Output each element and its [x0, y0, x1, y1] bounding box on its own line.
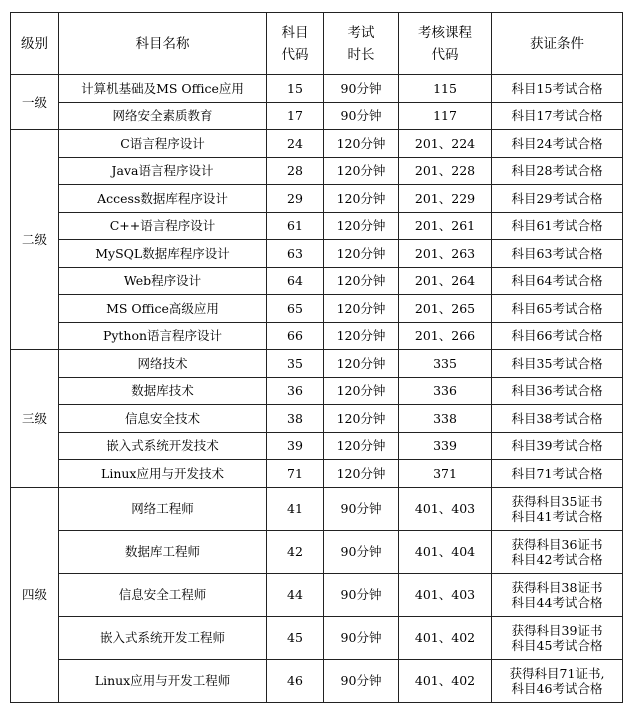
condition-line: 科目35考试合格 — [511, 355, 603, 371]
level-cell: 二级 — [11, 130, 59, 350]
certificate-condition-cell — [492, 130, 623, 158]
subject-code-cell: 38 — [267, 405, 324, 433]
certificate-condition-cell — [492, 102, 623, 130]
table-row — [11, 295, 623, 323]
exam-duration-cell: 90分钟 — [324, 616, 399, 659]
subject-code-cell: 66 — [267, 322, 324, 350]
course-code-cell: 401、404 — [399, 530, 492, 573]
certificate-condition-cell — [492, 432, 623, 460]
certificate-condition-cell — [492, 460, 623, 488]
subject-name-cell: 数据库工程师 — [59, 530, 267, 573]
subject-code-cell: 71 — [267, 460, 324, 488]
subject-name-cell: Web程序设计 — [59, 267, 267, 295]
subject-code-cell: 65 — [267, 295, 324, 323]
course-code-cell: 117 — [399, 102, 492, 130]
condition-line: 科目66考试合格 — [511, 328, 603, 344]
condition-line: 获得科目71证书, — [509, 665, 605, 681]
table-row — [11, 487, 623, 530]
exam-duration-cell: 90分钟 — [324, 102, 399, 130]
certificate-condition-cell — [492, 240, 623, 268]
exam-duration-cell: 120分钟 — [324, 267, 399, 295]
subject-name-cell: 嵌入式系统开发技术 — [59, 432, 267, 460]
table-row — [11, 212, 623, 240]
course-code-cell: 115 — [399, 75, 492, 103]
condition-line: 科目36考试合格 — [511, 383, 603, 399]
table-body — [11, 75, 623, 703]
header-course-code — [399, 13, 492, 75]
condition-line: 科目28考试合格 — [511, 163, 603, 179]
certificate-condition-cell — [492, 350, 623, 378]
subject-name-cell: 网络技术 — [59, 350, 267, 378]
condition-line: 科目39考试合格 — [511, 438, 603, 454]
exam-duration-cell: 120分钟 — [324, 212, 399, 240]
exam-duration-cell: 90分钟 — [324, 530, 399, 573]
header-subject-code-line: 代码 — [281, 46, 309, 63]
certificate-condition-cell — [492, 405, 623, 433]
condition-line: 获得科目39证书 — [511, 622, 603, 638]
exam-duration-cell: 120分钟 — [324, 460, 399, 488]
subject-name-cell: 计算机基础及MS Office应用 — [59, 75, 267, 103]
condition-line: 科目63考试合格 — [511, 245, 603, 261]
subject-code-cell: 64 — [267, 267, 324, 295]
condition-line: 科目46考试合格 — [511, 680, 603, 696]
certificate-condition-cell — [492, 659, 623, 702]
condition-line: 获得科目38证书 — [511, 579, 603, 595]
exam-duration-cell: 120分钟 — [324, 157, 399, 185]
table-row — [11, 616, 623, 659]
header-course-code-line: 考核课程 — [418, 24, 472, 41]
table-row — [11, 157, 623, 185]
course-code-cell: 336 — [399, 377, 492, 405]
certificate-condition-cell — [492, 322, 623, 350]
subject-code-cell: 35 — [267, 350, 324, 378]
course-code-cell: 401、402 — [399, 616, 492, 659]
subject-code-cell: 15 — [267, 75, 324, 103]
exam-duration-cell: 90分钟 — [324, 573, 399, 616]
table-row — [11, 75, 623, 103]
certificate-condition-cell — [492, 185, 623, 213]
certificate-condition-cell — [492, 295, 623, 323]
subject-code-cell: 28 — [267, 157, 324, 185]
course-code-cell: 401、402 — [399, 659, 492, 702]
condition-line: 科目17考试合格 — [511, 108, 603, 124]
subject-name-cell: Java语言程序设计 — [59, 157, 267, 185]
condition-line: 科目64考试合格 — [511, 273, 603, 289]
condition-line: 科目38考试合格 — [511, 410, 603, 426]
condition-line: 获得科目35证书 — [511, 493, 603, 509]
subject-name-cell: MS Office高级应用 — [59, 295, 267, 323]
exam-duration-cell: 120分钟 — [324, 185, 399, 213]
certificate-condition-cell — [492, 75, 623, 103]
subject-code-cell: 17 — [267, 102, 324, 130]
course-code-cell: 201、228 — [399, 157, 492, 185]
table-row — [11, 350, 623, 378]
condition-line: 科目29考试合格 — [511, 190, 603, 206]
course-code-cell: 339 — [399, 432, 492, 460]
exam-duration-cell: 120分钟 — [324, 405, 399, 433]
course-code-cell: 201、261 — [399, 212, 492, 240]
subject-name-cell: C语言程序设计 — [59, 130, 267, 158]
certificate-condition-cell — [492, 212, 623, 240]
header-exam-duration — [324, 13, 399, 75]
exam-duration-cell: 120分钟 — [324, 295, 399, 323]
condition-line: 科目65考试合格 — [511, 300, 603, 316]
certificate-condition-cell — [492, 157, 623, 185]
course-code-cell: 201、224 — [399, 130, 492, 158]
certificate-condition-cell — [492, 530, 623, 573]
exam-duration-cell: 90分钟 — [324, 659, 399, 702]
subject-code-cell: 61 — [267, 212, 324, 240]
certificate-condition-cell — [492, 616, 623, 659]
header-certificate-condition: 获证条件 — [492, 13, 623, 75]
subject-name-cell: 网络工程师 — [59, 487, 267, 530]
subject-name-cell: MySQL数据库程序设计 — [59, 240, 267, 268]
certificate-condition-cell — [492, 377, 623, 405]
condition-line: 科目71考试合格 — [511, 465, 603, 481]
header-subject-code — [267, 13, 324, 75]
condition-line: 获得科目36证书 — [511, 536, 603, 552]
header-subject-name: 科目名称 — [59, 13, 267, 75]
subject-name-cell: C++语言程序设计 — [59, 212, 267, 240]
header-exam-duration-line: 时长 — [347, 46, 375, 63]
condition-line: 科目42考试合格 — [511, 551, 603, 567]
course-code-cell: 201、264 — [399, 267, 492, 295]
table-row — [11, 185, 623, 213]
certificate-condition-cell — [492, 267, 623, 295]
subject-code-cell: 63 — [267, 240, 324, 268]
table-row — [11, 432, 623, 460]
subject-code-cell: 44 — [267, 573, 324, 616]
course-code-cell: 401、403 — [399, 487, 492, 530]
exam-duration-cell: 120分钟 — [324, 377, 399, 405]
exam-duration-cell: 90分钟 — [324, 75, 399, 103]
header-row — [11, 13, 623, 75]
exam-duration-cell: 90分钟 — [324, 487, 399, 530]
subject-name-cell: Linux应用与开发工程师 — [59, 659, 267, 702]
certificate-condition-cell — [492, 573, 623, 616]
table-row — [11, 377, 623, 405]
certificate-condition-cell — [492, 487, 623, 530]
subject-code-cell: 36 — [267, 377, 324, 405]
subject-code-cell: 42 — [267, 530, 324, 573]
subject-code-cell: 24 — [267, 130, 324, 158]
subject-name-cell: 信息安全工程师 — [59, 573, 267, 616]
course-code-cell: 201、265 — [399, 295, 492, 323]
table-row — [11, 130, 623, 158]
course-code-cell: 401、403 — [399, 573, 492, 616]
header-subject-code-line: 科目 — [281, 24, 309, 41]
exam-subjects-table — [10, 12, 623, 703]
condition-line: 科目61考试合格 — [511, 218, 603, 234]
exam-duration-cell: 120分钟 — [324, 130, 399, 158]
table-row — [11, 102, 623, 130]
table-row — [11, 659, 623, 702]
condition-line: 科目44考试合格 — [511, 594, 603, 610]
course-code-cell: 201、263 — [399, 240, 492, 268]
subject-code-cell: 29 — [267, 185, 324, 213]
course-code-cell: 338 — [399, 405, 492, 433]
header-course-code-line: 代码 — [431, 46, 459, 63]
subject-name-cell: Access数据库程序设计 — [59, 185, 267, 213]
subject-code-cell: 45 — [267, 616, 324, 659]
table-row — [11, 267, 623, 295]
subject-name-cell: 数据库技术 — [59, 377, 267, 405]
course-code-cell: 335 — [399, 350, 492, 378]
exam-duration-cell: 120分钟 — [324, 432, 399, 460]
course-code-cell: 371 — [399, 460, 492, 488]
course-code-cell: 201、229 — [399, 185, 492, 213]
table-row — [11, 530, 623, 573]
subject-name-cell: 嵌入式系统开发工程师 — [59, 616, 267, 659]
table-row — [11, 322, 623, 350]
course-code-cell: 201、266 — [399, 322, 492, 350]
table-row — [11, 240, 623, 268]
table-row — [11, 460, 623, 488]
condition-line: 科目41考试合格 — [511, 508, 603, 524]
level-cell: 四级 — [11, 487, 59, 702]
subject-code-cell: 41 — [267, 487, 324, 530]
level-cell: 一级 — [11, 75, 59, 130]
table-row — [11, 405, 623, 433]
subject-code-cell: 39 — [267, 432, 324, 460]
header-level: 级别 — [11, 13, 59, 75]
condition-line: 科目45考试合格 — [511, 637, 603, 653]
header-exam-duration-line: 考试 — [347, 24, 375, 41]
subject-name-cell: Linux应用与开发技术 — [59, 460, 267, 488]
table-row — [11, 573, 623, 616]
subject-code-cell: 46 — [267, 659, 324, 702]
exam-duration-cell: 120分钟 — [324, 350, 399, 378]
exam-duration-cell: 120分钟 — [324, 322, 399, 350]
subject-name-cell: Python语言程序设计 — [59, 322, 267, 350]
subject-name-cell: 信息安全技术 — [59, 405, 267, 433]
level-cell: 三级 — [11, 350, 59, 488]
condition-line: 科目15考试合格 — [511, 80, 603, 96]
condition-line: 科目24考试合格 — [511, 135, 603, 151]
exam-duration-cell: 120分钟 — [324, 240, 399, 268]
subject-name-cell: 网络安全素质教育 — [59, 102, 267, 130]
